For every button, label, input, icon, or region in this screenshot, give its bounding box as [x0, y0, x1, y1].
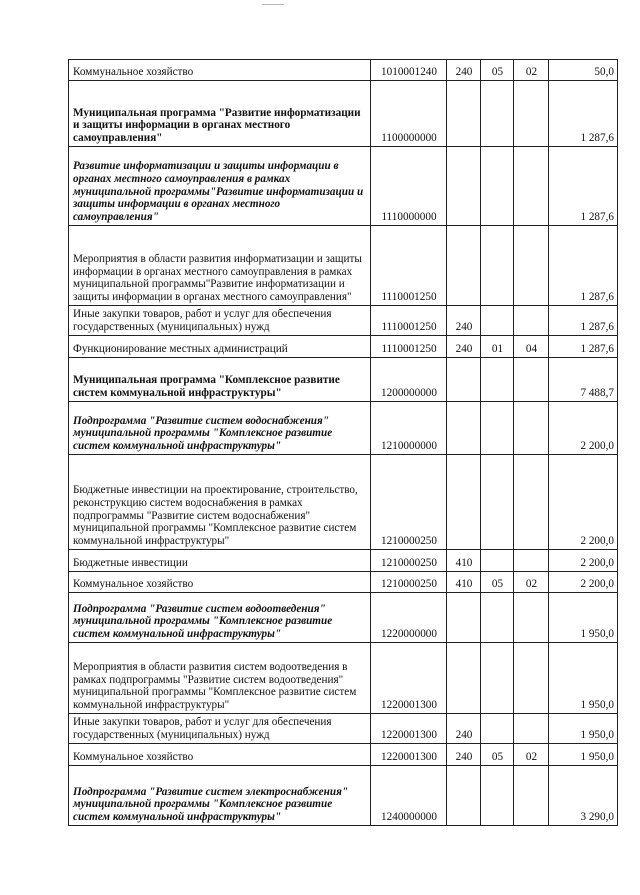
- cell-sum: 3 290,0: [549, 766, 618, 826]
- cell-type: 240: [447, 60, 481, 81]
- cell-type: [447, 643, 481, 714]
- table-row: [69, 643, 618, 714]
- budget-table: [68, 59, 618, 826]
- cell-sum: 1 287,6: [549, 147, 618, 226]
- cell-sum: 1 287,6: [549, 226, 618, 306]
- cell-type: 240: [447, 744, 481, 766]
- cell-sec: [481, 766, 514, 826]
- table-row: [69, 226, 618, 306]
- cell-sub: [514, 226, 549, 306]
- cell-name: Развитие информатизации и защиты информации в органах местного самоуправления в рамках муниципальной программы"Развитие информатизации и защиты информации в органах местного самоуправления": [69, 147, 371, 226]
- cell-name: Подпрограмма "Развитие систем электроснабжения" муниципальной программы "Комплексное развитие систем коммунальной инфраструктуры": [69, 766, 371, 826]
- table-row: [69, 572, 618, 593]
- cell-sum: 1 287,6: [549, 306, 618, 336]
- cell-code: 1220000000: [371, 593, 447, 643]
- cell-sec: 05: [481, 60, 514, 81]
- cell-sec: [481, 550, 514, 572]
- table-row: [69, 402, 618, 455]
- cell-sub: 02: [514, 60, 549, 81]
- cell-sub: 02: [514, 572, 549, 593]
- cell-type: [447, 358, 481, 402]
- cell-name: Подпрограмма "Развитие систем водоотведения" муниципальной программы "Комплексное развитие систем коммунальной инфраструктуры": [69, 593, 371, 643]
- cell-code: 1220001300: [371, 714, 447, 744]
- cell-sum: 1 950,0: [549, 593, 618, 643]
- table-row: [69, 306, 618, 336]
- cell-sec: [481, 593, 514, 643]
- cell-name: Бюджетные инвестиции: [69, 550, 371, 572]
- cell-type: [447, 81, 481, 147]
- cell-sec: [481, 358, 514, 402]
- cell-sub: 04: [514, 336, 549, 358]
- cell-sub: [514, 714, 549, 744]
- cell-type: [447, 147, 481, 226]
- table-row: [69, 358, 618, 402]
- cell-code: 1110000000: [371, 147, 447, 226]
- table-row: [69, 81, 618, 147]
- cell-name: Иные закупки товаров, работ и услуг для обеспечения государственных (муниципальных) нужд: [69, 714, 371, 744]
- cell-sec: [481, 643, 514, 714]
- cell-sum: 1 287,6: [549, 81, 618, 147]
- cell-code: 1220001300: [371, 744, 447, 766]
- cell-sub: [514, 358, 549, 402]
- cell-sub: 02: [514, 744, 549, 766]
- cell-type: 240: [447, 714, 481, 744]
- cell-code: 1210000250: [371, 455, 447, 550]
- cell-sum: 2 200,0: [549, 550, 618, 572]
- budget-table-body: [69, 60, 618, 826]
- cell-sum: 1 950,0: [549, 643, 618, 714]
- cell-type: [447, 766, 481, 826]
- table-row: [69, 744, 618, 766]
- cell-code: 1220001300: [371, 643, 447, 714]
- cell-type: [447, 593, 481, 643]
- cell-sub: [514, 593, 549, 643]
- cell-sub: [514, 147, 549, 226]
- cell-sum: 1 950,0: [549, 744, 618, 766]
- table-row: [69, 455, 618, 550]
- cell-sec: [481, 455, 514, 550]
- cell-sum: 1 287,6: [549, 336, 618, 358]
- cell-sec: [481, 306, 514, 336]
- cell-code: 1210000000: [371, 402, 447, 455]
- cell-sub: [514, 766, 549, 826]
- cell-sub: [514, 81, 549, 147]
- cell-sec: 01: [481, 336, 514, 358]
- cell-type: 240: [447, 306, 481, 336]
- cell-sec: 05: [481, 744, 514, 766]
- cell-code: 1240000000: [371, 766, 447, 826]
- cell-sec: [481, 714, 514, 744]
- cell-sum: 1 950,0: [549, 714, 618, 744]
- cell-name: Иные закупки товаров, работ и услуг для обеспечения государственных (муниципальных) нужд: [69, 306, 371, 336]
- table-row: [69, 766, 618, 826]
- cell-sub: [514, 550, 549, 572]
- cell-name: Мероприятия в области развития систем водоотведения в рамках подпрограммы "Развитие систем водоотведения" муниципальной программы "Комплексное развитие систем коммунальной инфраструктуры": [69, 643, 371, 714]
- cell-name: Мероприятия в области развития информатизации и защиты информации в органах местного самоуправления в рамках муниципальной программы"Развитие информатизации и защиты информации в органах местного самоуправления": [69, 226, 371, 306]
- cell-sec: [481, 226, 514, 306]
- cell-code: 1200000000: [371, 358, 447, 402]
- cell-type: [447, 402, 481, 455]
- table-row: [69, 550, 618, 572]
- table-row: [69, 714, 618, 744]
- cell-name: Муниципальная программа "Развитие информатизации и защиты информации в органах местного самоуправления": [69, 81, 371, 147]
- cell-code: 1110001250: [371, 226, 447, 306]
- cell-type: [447, 455, 481, 550]
- cell-name: Коммунальное хозяйство: [69, 60, 371, 81]
- cell-type: 410: [447, 572, 481, 593]
- cell-sub: [514, 643, 549, 714]
- cell-code: 1210000250: [371, 572, 447, 593]
- table-row: [69, 593, 618, 643]
- cell-code: 1110001250: [371, 306, 447, 336]
- table-row: [69, 336, 618, 358]
- cell-code: 1100000000: [371, 81, 447, 147]
- cell-sub: [514, 455, 549, 550]
- cell-sec: [481, 81, 514, 147]
- cell-code: 1210000250: [371, 550, 447, 572]
- cell-sum: 2 200,0: [549, 455, 618, 550]
- cell-code: 1010001240: [371, 60, 447, 81]
- cell-name: Функционирование местных администраций: [69, 336, 371, 358]
- cell-sum: 2 200,0: [549, 402, 618, 455]
- top-margin-mark: [262, 4, 284, 5]
- cell-sub: [514, 402, 549, 455]
- cell-sec: [481, 147, 514, 226]
- cell-sub: [514, 306, 549, 336]
- cell-type: 240: [447, 336, 481, 358]
- cell-name: Бюджетные инвестиции на проектирование, строительство, реконструкцию систем водоснабжения в рамках подпрограммы "Развитие систем водоснабжения" муниципальной программы "Комплексное развитие систем коммунальной инфраструктуры": [69, 455, 371, 550]
- cell-type: [447, 226, 481, 306]
- cell-sum: 7 488,7: [549, 358, 618, 402]
- cell-name: Подпрограмма "Развитие систем водоснабжения" муниципальной программы "Комплексное развитие систем коммунальной инфраструктуры": [69, 402, 371, 455]
- cell-sec: [481, 402, 514, 455]
- cell-sum: 50,0: [549, 60, 618, 81]
- cell-type: 410: [447, 550, 481, 572]
- table-row: [69, 60, 618, 81]
- cell-sum: 2 200,0: [549, 572, 618, 593]
- cell-name: Муниципальная программа "Комплексное развитие систем коммунальной инфраструктуры": [69, 358, 371, 402]
- cell-name: Коммунальное хозяйство: [69, 744, 371, 766]
- cell-name: Коммунальное хозяйство: [69, 572, 371, 593]
- cell-code: 1110001250: [371, 336, 447, 358]
- cell-sec: 05: [481, 572, 514, 593]
- table-row: [69, 147, 618, 226]
